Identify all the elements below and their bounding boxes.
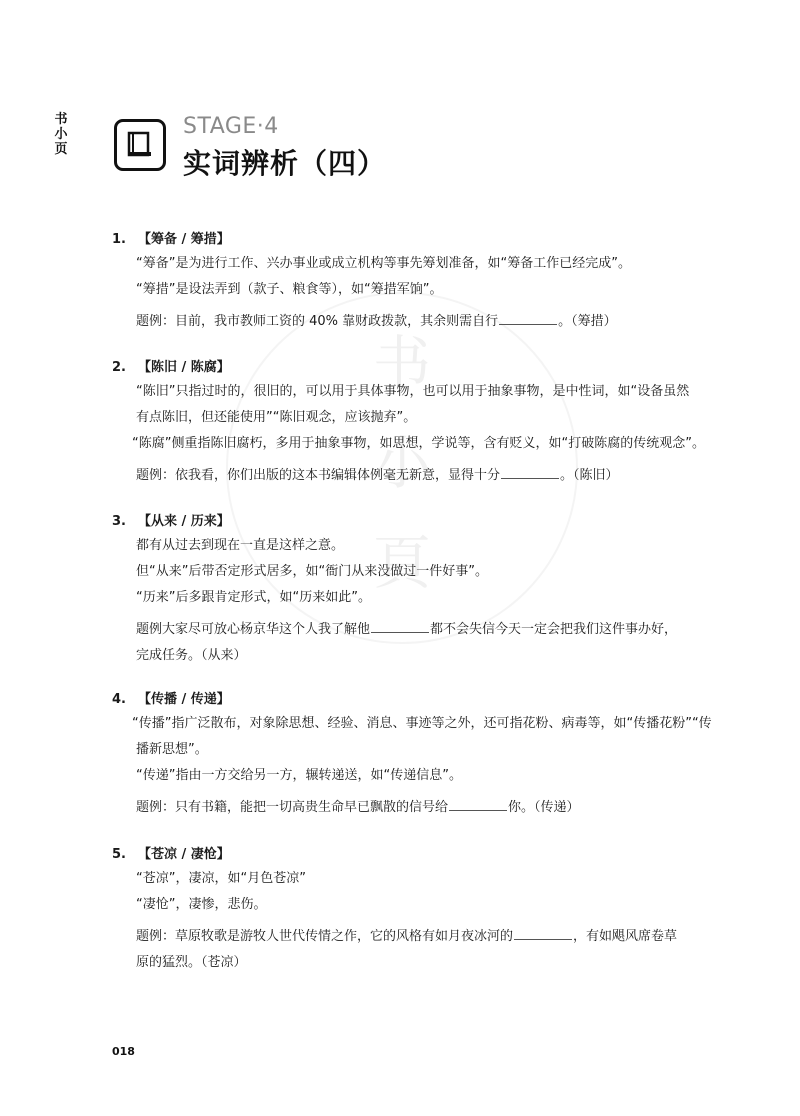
vocab-item <box>112 844 678 976</box>
vocab-item <box>112 357 705 489</box>
example-text: 。（陈旧） <box>560 468 619 483</box>
watermark-char: 小 <box>372 429 432 497</box>
fill-blank <box>514 925 572 940</box>
definition-line: “陈腐”侧重指陈旧腐朽，多用于抽象事物，如思想，学说等，含有贬义，如“打破陈腐的传统观念”。 <box>132 436 705 451</box>
side-brand-logo <box>54 112 68 157</box>
brand-char: 小 <box>54 127 68 142</box>
example-line <box>112 309 672 335</box>
example-text: 。（筹措） <box>558 314 617 329</box>
vocab-item <box>112 511 678 669</box>
example-text: 你。（传递） <box>508 800 580 815</box>
definition-line: “陈旧”只指过时的，很旧的，可以用于具体事物，也可以用于抽象事物，是中性词，如“设备虽然 <box>136 384 690 399</box>
example-text: 都不会失信今天一定会把我们这件事办好， <box>430 622 678 637</box>
definition-line: 播新思想”。 <box>136 742 208 757</box>
book-icon <box>114 119 166 171</box>
definition-line: 都有从过去到现在一直是这样之意。 <box>136 538 345 553</box>
item-title: 【从来 / 历来】 <box>138 514 230 529</box>
example-text: 完成任务。（从来） <box>136 648 247 663</box>
item-number: 2. <box>112 360 126 375</box>
example-text: 题例：依我看，你们出版的这本书编辑体例毫无新意，显得十分 <box>136 468 501 483</box>
example-text: ，有如飓风席卷草 <box>573 929 678 944</box>
definition-line: “凄怆”，凄惨，悲伤。 <box>136 897 267 912</box>
definition-line: “历来”后多跟肯定形式，如“历来如此”。 <box>136 590 371 605</box>
example-line <box>112 924 678 950</box>
page-title: 实词辨析（四） <box>183 147 387 180</box>
vocab-item <box>112 689 712 821</box>
definition-line: 但“从来”后带否定形式居多，如“衙门从来没做过一件好事”。 <box>136 564 488 579</box>
item-title: 【筹备 / 筹措】 <box>138 232 230 247</box>
definition-line: “筹措”是设法弄到（款子、粮食等），如“筹措军饷”。 <box>136 282 443 297</box>
example-text: 题例大家尽可放心杨京华这个人我了解他 <box>136 622 371 637</box>
example-text: 题例：草原牧歌是游牧人世代传情之作，它的风格有如月夜冰河的 <box>136 929 514 944</box>
example-text: 题例：目前，我市教师工资的 40% 靠财政拨款，其余则需自行 <box>136 314 499 329</box>
watermark-char: 书 <box>372 329 432 397</box>
definition-line: “苍凉”，凄凉，如“月色苍凉” <box>136 871 306 886</box>
fill-blank <box>371 618 429 633</box>
fill-blank <box>499 310 557 325</box>
brand-char: 书 <box>54 112 68 127</box>
example-line <box>112 795 672 821</box>
item-number: 3. <box>112 514 126 529</box>
brand-char: 页 <box>54 142 68 157</box>
item-heading <box>112 357 672 379</box>
item-heading <box>112 511 672 533</box>
definition-line: “筹备”是为进行工作、兴办事业或成立机构等事先筹划准备，如“筹备工作已经完成”。 <box>136 256 631 271</box>
item-heading <box>112 689 672 711</box>
fill-blank <box>449 796 507 811</box>
definition-line: “传播”指广泛散布，对象除思想、经验、消息、事迹等之外，还可指花粉、病毒等，如“传播花粉”“传 <box>132 716 712 731</box>
vocab-item <box>112 229 672 335</box>
item-heading <box>112 844 672 866</box>
example-text: 题例：只有书籍，能把一切高贵生命早已飘散的信号给 <box>136 800 449 815</box>
watermark-char: 頁 <box>372 529 432 597</box>
page-number: 018 <box>112 1045 135 1058</box>
example-line <box>112 617 678 643</box>
fill-blank <box>501 464 559 479</box>
example-line <box>112 463 672 489</box>
stage-label: STAGE·4 <box>183 114 279 139</box>
item-number: 4. <box>112 692 126 707</box>
item-number: 1. <box>112 232 126 247</box>
item-title: 【苍凉 / 凄怆】 <box>138 847 230 862</box>
item-title: 【传播 / 传递】 <box>138 692 230 707</box>
example-text: 原的猛烈。（苍凉） <box>136 955 247 970</box>
definition-line: “传递”指由一方交给另一方，辗转递送，如“传递信息”。 <box>136 768 462 783</box>
item-number: 5. <box>112 847 126 862</box>
item-heading <box>112 229 672 251</box>
item-title: 【陈旧 / 陈腐】 <box>138 360 230 375</box>
definition-line: 有点陈旧，但还能使用”“陈旧观念，应该抛弃”。 <box>136 410 417 425</box>
